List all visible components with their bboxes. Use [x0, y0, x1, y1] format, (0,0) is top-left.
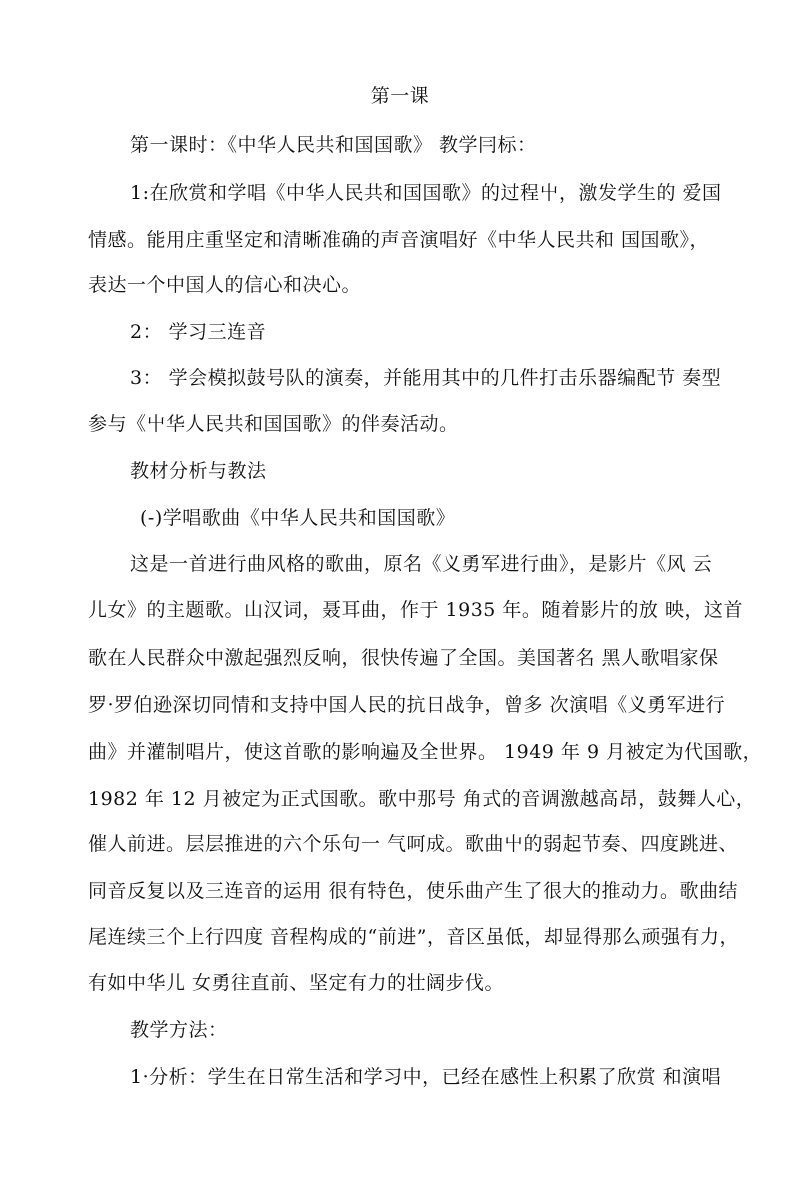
goal-3-line-2: 参与《屮华人民共和国国歌》的伴奏活动。 [88, 413, 459, 435]
goal-1-line-2: 情感。能用庄重坚定和清晰准确的声音演唱好《中华人民共和 国国歌》， [88, 229, 710, 251]
body-line-3: 歌在人民群众中激起强烈反响，很快传遍了全国。美国著名 黑人歌唱家保 [88, 647, 719, 669]
page-title: 第一课 [370, 85, 430, 107]
body-line-5: 曲》并灌制唱片，使这首歌的影响遍及全世界。 1949 年 9 月被定为代国歌， [88, 741, 763, 763]
body-line-4: 罗·罗伯逊深切同情和支持中国人民的抗日战争，曾多 次演唱《义勇军进行 [88, 694, 726, 716]
body-line-6: 1982 年 12 月被定为正式国歌。歌中那号 角式的音调激越高昂，鼓舞人心， [88, 788, 756, 810]
section-heading-method: 教学方法： [130, 1019, 228, 1041]
goal-2: 2： 学习三连音 [130, 321, 267, 343]
body-line-1: 这是一首进行曲风格的歌曲，原名《义勇军进行曲》，是影片《风 云 [130, 553, 713, 575]
goal-1-line-1: 1:在欣赏和学唱《中华人民共和国国歌》的过程屮，激发学生的 爱国 [130, 182, 722, 204]
lesson-heading: 第一课时：《中华人民共和国国歌》 教学冃标： [130, 134, 537, 156]
goal-1-line-3: 表达一个中国人的信心和决心。 [88, 274, 362, 296]
goal-3-line-1: 3： 学会模拟鼓号队的演奏，并能用其中的几件打击乐器编配节 奏型 [130, 367, 722, 389]
body-line-7: 催人前进。层层推进的六个乐句一 气呵成。歌曲屮的弱起节奏、四度跳进、 [88, 833, 739, 855]
body-line-8: 同音反复以及三连音的运用 很有特色，使乐曲产生了很大的推动力。歌曲结 [88, 880, 739, 902]
method-1-line-1: 1·分析：学生在日常生活和学习中，已经在感性上积累了欣赏 和演唱 [130, 1066, 722, 1088]
body-line-10: 有如中华儿 女勇往直前、坚定有力的壮阔步伐。 [88, 972, 505, 994]
body-line-2: 儿女》的主题歌。山汉词，聂耳曲，作于 1935 年。随着影片的放 映，这首 [88, 599, 743, 621]
section-heading-analysis: 教材分析与教法 [130, 460, 267, 482]
body-line-9: 尾连续三个上行四度 音程构成的“前进”，音区虽低，却显得那么顽强有力， [88, 926, 739, 948]
sub-heading-song: (-)学唱歌曲《中华人民共和国国歌》 [140, 507, 456, 529]
